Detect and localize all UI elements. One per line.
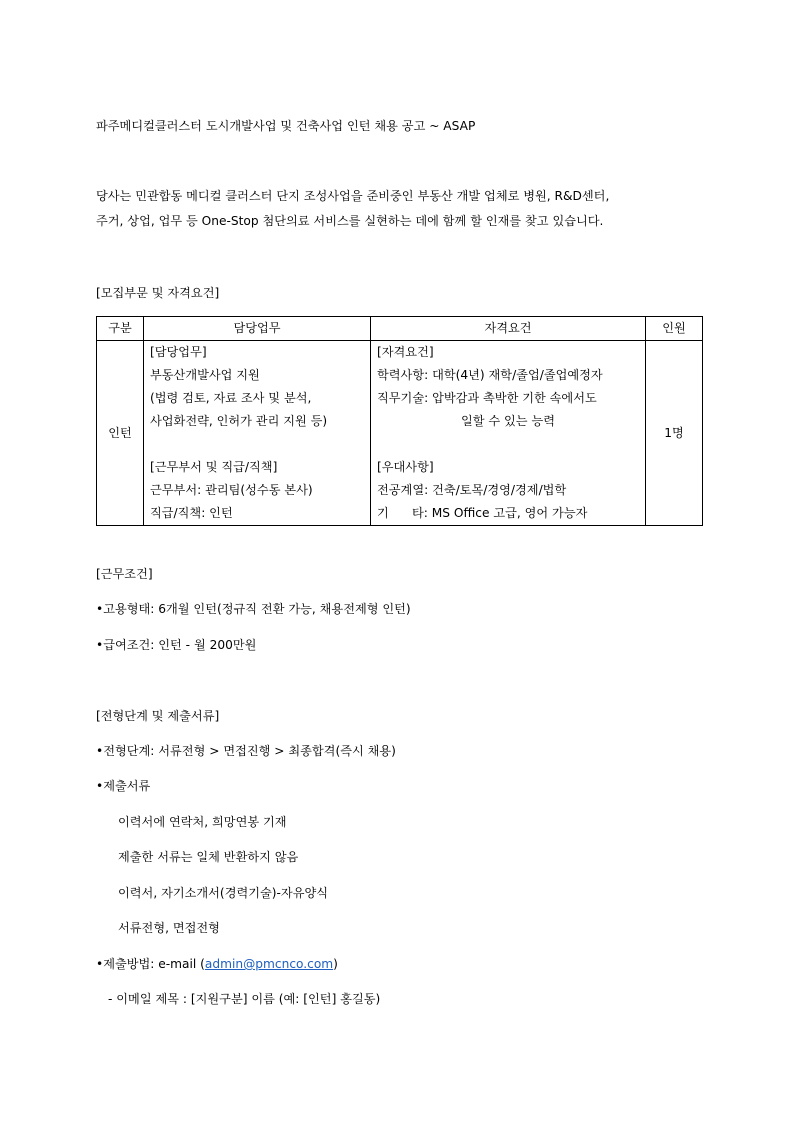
dept-value: 근무부서: 관리팀(성수동 본사) — [150, 483, 313, 497]
docs-heading: •제출서류 — [96, 779, 151, 793]
email-link[interactable]: admin@pmcnco.com — [204, 957, 334, 971]
page-title: 파주메디컬클러스터 도시개발사업 및 건축사업 인턴 채용 공고 ~ ASAP — [96, 119, 476, 133]
email-subject-format: - 이메일 제목 : [지원구분] 이름 (예: [인턴] 홍길동) — [108, 992, 381, 1006]
method-suffix: ) — [333, 957, 338, 971]
duty-item: (법령 검토, 자료 조사 및 분석, — [150, 391, 312, 405]
dept-head: [근무부서 및 직급/직책] — [150, 460, 278, 474]
qualifications-head: [자격요건] — [377, 345, 434, 359]
qualification-item: 일할 수 있는 능력 — [460, 414, 556, 428]
recruit-table — [96, 316, 703, 526]
duties-cell — [144, 341, 371, 526]
col-header-duties: 담당업무 — [144, 317, 371, 341]
table-header-row — [97, 317, 703, 341]
conditions-heading: [근무조건] — [96, 567, 153, 581]
duty-item: 사업화전략, 인허가 관리 지원 등) — [150, 414, 328, 428]
intro-line-1: 당사는 민관합동 메디컬 클러스터 단지 조성사업을 준비중인 부동산 개발 업체로 병원, R&D센터, — [96, 189, 610, 203]
count-cell: 1명 — [646, 341, 703, 526]
doc-item: 이력서에 연락처, 희망연봉 기재 — [118, 815, 287, 829]
preference-head: [우대사항] — [377, 460, 434, 474]
preference-major: 전공계열: 건축/토목/경영/경제/법학 — [377, 483, 567, 497]
qualification-item: 직무기술: 압박감과 촉박한 기한 속에서도 — [377, 391, 597, 405]
process-steps: •전형단계: 서류전형 > 면접진행 > 최종합격(즉시 채용) — [96, 744, 396, 758]
col-header-qualifications: 자격요건 — [371, 317, 646, 341]
recruit-heading: [모집부문 및 자격요건] — [96, 286, 220, 300]
rank-value: 직급/직책: 인턴 — [150, 506, 233, 520]
process-heading: [전형단계 및 제출서류] — [96, 709, 220, 723]
table-row — [97, 341, 703, 526]
qualifications-cell — [371, 341, 646, 526]
submission-method — [96, 956, 338, 972]
col-header-count: 인원 — [646, 317, 703, 341]
duties-head: [담당업무] — [150, 345, 207, 359]
col-header-category: 구분 — [97, 317, 144, 341]
category-cell: 인턴 — [97, 341, 144, 526]
intro-line-2: 주거, 상업, 업무 등 One-Stop 첨단의료 서비스를 실현하는 데에 함께 할 인재를 찾고 있습니다. — [96, 214, 604, 228]
doc-item: 서류전형, 면접전형 — [118, 921, 220, 935]
employment-type: •고용형태: 6개월 인턴(정규직 전환 가능, 채용전제형 인턴) — [96, 602, 411, 616]
doc-item: 제출한 서류는 일체 반환하지 않음 — [118, 850, 299, 864]
qualification-item: 학력사항: 대학(4년) 재학/졸업/졸업예정자 — [377, 368, 603, 382]
doc-item: 이력서, 자기소개서(경력기술)-자유양식 — [118, 886, 329, 900]
salary: •급여조건: 인턴 - 월 200만원 — [96, 638, 257, 652]
method-prefix: •제출방법: e-mail ( — [96, 957, 205, 971]
duty-item: 부동산개발사업 지원 — [150, 368, 260, 382]
preference-etc: 기 타: MS Office 고급, 영어 가능자 — [377, 506, 588, 520]
